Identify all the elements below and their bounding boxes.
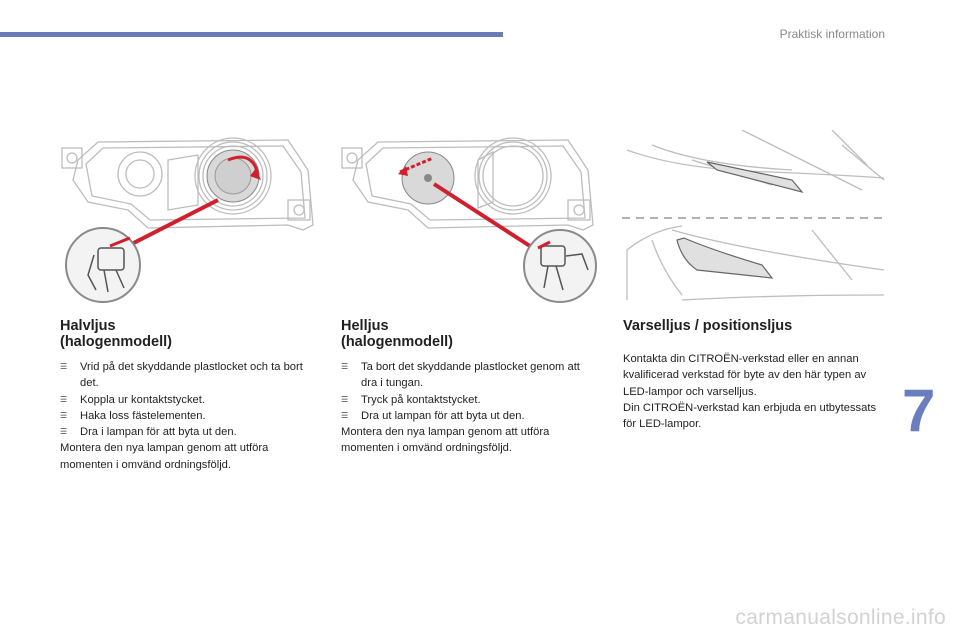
daytime-running-light-illustration [622,130,887,305]
high-beam-note: Montera den nya lampan genom att utföra momenten i omvänd ordningsföljd. [341,426,550,455]
low-beam-section [60,318,315,473]
list-item: ☰ Tryck på kontaktstycket. [341,392,599,408]
list-item: ☰ Dra i lampan för att byta ut den. [60,424,315,440]
header-accent-bar [0,32,503,37]
list-item: ☰ Haka loss fästelementen. [60,408,315,424]
low-beam-note: Montera den nya lampan genom att utföra momenten i omvänd ordningsföljd. [60,442,269,471]
list-item: ☰ Dra ut lampan för att byta ut den. [341,408,599,424]
high-beam-illustration [338,130,603,305]
low-beam-steps [60,359,315,440]
daytime-running-light-title: Varselljus / positionsljus [623,318,793,334]
high-beam-title: Helljus (halogenmodell) [341,318,453,350]
daytime-running-light-section [623,318,887,432]
low-beam-illustration [58,130,320,305]
list-item: ☰ Ta bort det skyddande plastlocket genom att dra i tungan. [341,359,599,392]
drl-paragraph-2: Din CITROËN-verkstad kan erbjuda en utbytessats för LED-lampor. [623,401,877,431]
list-item: ☰ Koppla ur kontaktstycket. [60,392,315,408]
list-item: ☰ Vrid på det skyddande plastlocket och ta bort det. [60,359,315,392]
high-beam-section [341,318,599,457]
section-title: Praktisk information [779,27,885,41]
chapter-number: 7 [902,377,936,444]
drl-paragraph-1: Kontakta din CITROËN-verkstad eller en annan kvalificerad verkstad för byte av den här typen av LED-lampor och varselljus. [623,353,867,398]
watermark: carmanualsonline.info [735,606,946,629]
low-beam-title: Halvljus (halogenmodell) [60,318,172,350]
high-beam-steps [341,359,599,424]
